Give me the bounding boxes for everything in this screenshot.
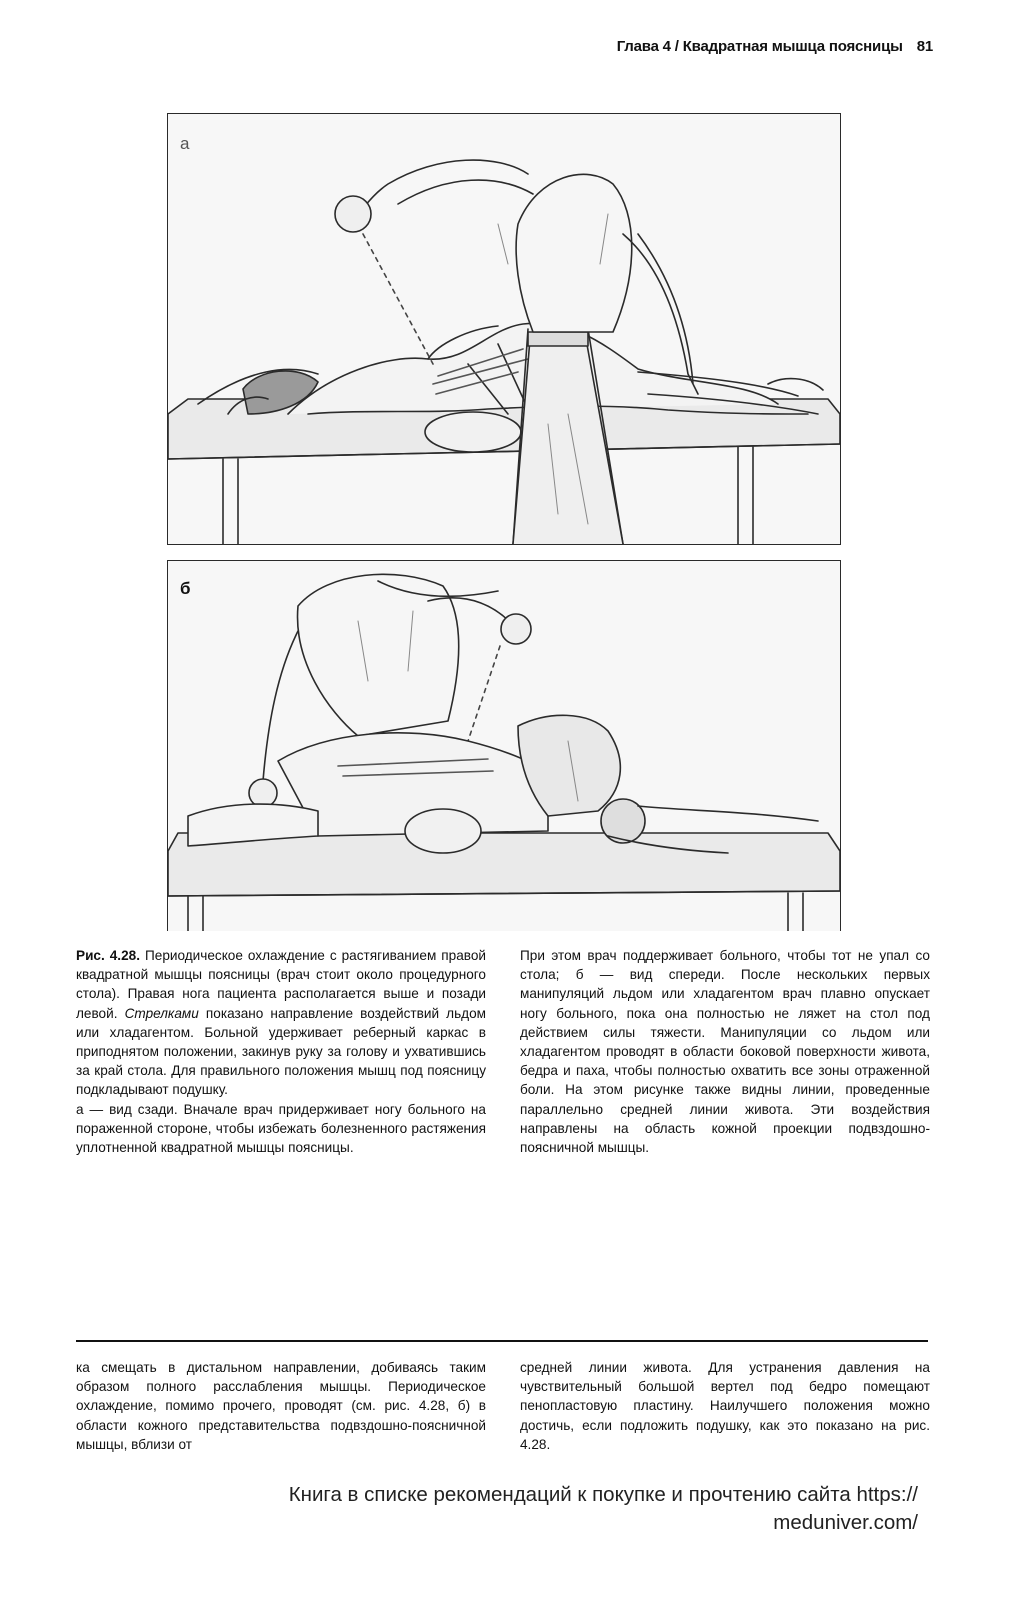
caption-text-2: показано направление воздействий льдом или хладагентом. Больной удерживает реберный каркас в приподнятом положении, закинув руку за голову и ухватившись за край стола. Для правильного положения мышц под поясницу подкладывают подушку. (76, 1005, 487, 1098)
body-paragraph-right: средней линии живота. Для устранения давления на чувствительный большой вертел под бедро помещают пенопластовую пластину. Наилучшего положения можно достичь, если подложить подушку, как это показано на рис. 4.28. (520, 1360, 930, 1452)
watermark-text: Книга в списке рекомендаций к покупке и прочтению сайта https:// meduniver.com/ (288, 1483, 918, 1534)
caption-text-3: а — вид сзади. Вначале врач придерживает ногу больного на пораженной стороне, чтобы избежать болезненного растяжения уплотненной квадратной мышцы поясницы. (76, 1101, 486, 1156)
running-head (617, 38, 933, 55)
figure-caption-left (76, 946, 486, 1157)
caption-emphasis: Стрелками (124, 1005, 199, 1021)
body-text-right (520, 1358, 930, 1454)
illustration-b (168, 561, 840, 931)
section-divider (76, 1340, 928, 1342)
figure-panel-b (167, 560, 841, 931)
caption-label: Рис. 4.28. (76, 948, 140, 963)
caption-text-right: При этом врач поддерживает больного, чтобы тот не упал со стола; б — вид спереди. После нескольких первых манипуляций льдом или хладагентом врач плавно опускает ногу больного, пока она полностью не ляжет на стол под действием силы тяжести. Манипуляции со льдом или хладагентом проводят в области боковой поверхности живота, бедра и паха, чтобы полностью охватить все зоны отраженной боли. На этом рисунке также видны линии, проведенные параллельно средней линии живота. Эти воздействия направлены на область кожной проекции подвздошно-поясничной мышцы. (520, 948, 930, 1156)
chapter-title: Глава 4 / Квадратная мышца поясницы (616, 38, 903, 55)
caption-text-1: Периодическое охлаждение с растягиванием правой квадратной мышцы поясницы (врач стоит около процедурного стола). Правая нога пациента располагается выше и позади левой. (76, 948, 486, 1021)
figure-caption-right (520, 946, 930, 1157)
panel-label-b: б (180, 579, 191, 598)
illustration-a (168, 114, 840, 544)
body-text-left (76, 1358, 486, 1454)
page-number: 81 (916, 38, 933, 55)
body-paragraph-left: ка смещать в дистальном направлении, добиваясь таким образом полного расслабления мышцы. Периодическое охлаждение, помимо прочего, проводят (см. рис. 4.28, б) в области кожного представительства подвздошно-поясничной мышцы, вблизи от (76, 1360, 486, 1452)
figure-panel-a (167, 113, 841, 545)
panel-label-a: а (180, 134, 190, 153)
